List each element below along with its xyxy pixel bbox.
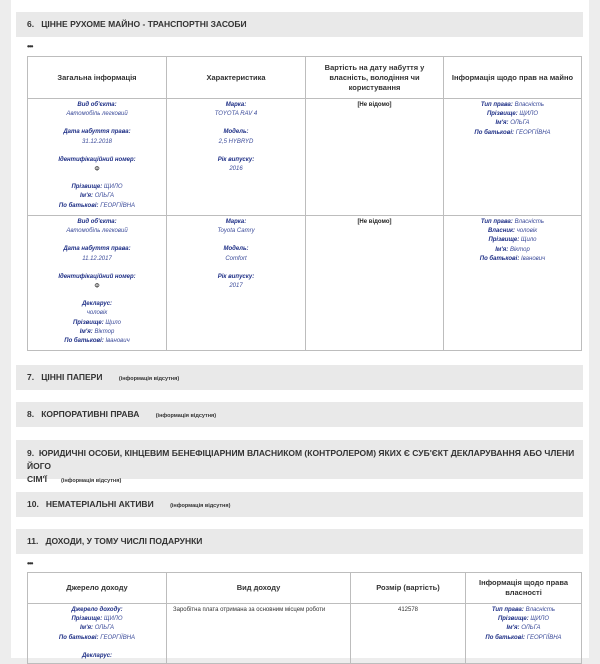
field-label: Тип права: bbox=[480, 219, 513, 225]
field-label: По батькові: bbox=[58, 202, 99, 209]
characteristics-cell bbox=[167, 216, 306, 351]
field-value: 2,5 HYBRYD bbox=[218, 138, 254, 145]
no-info-note: (інформація відсутня) bbox=[118, 376, 180, 382]
section-11-header bbox=[16, 529, 583, 554]
field-value: [Не відомо] bbox=[357, 102, 392, 108]
field-label: Марка: bbox=[225, 102, 247, 108]
field-label: По батькові: bbox=[64, 338, 104, 345]
field-value: ОЛЬГА bbox=[510, 120, 530, 127]
confidential-icon: Ф bbox=[94, 283, 100, 291]
section-7-header bbox=[16, 365, 583, 390]
general-info-cell bbox=[28, 99, 167, 216]
section-title: КОРПОРАТИВНІ ПРАВА bbox=[41, 409, 140, 419]
income-source-cell bbox=[28, 604, 167, 664]
field-label: Тип права: bbox=[491, 607, 524, 613]
field-value: Заробітна плата отримана за основним місцем роботи bbox=[173, 607, 326, 613]
field-value: ГЕОРГІЇВНА bbox=[100, 202, 136, 209]
field-value: Власність bbox=[525, 607, 556, 613]
field-label: Вид об'єкта: bbox=[77, 219, 117, 225]
column-header: Загальна інформація bbox=[28, 57, 167, 99]
no-info-note: (інформація відсутня) bbox=[155, 413, 217, 419]
section-8-header bbox=[16, 402, 583, 427]
field-value: ЩИЛО bbox=[103, 184, 123, 191]
field-value: ЩИЛО bbox=[530, 616, 550, 623]
more-dots-icon: ••• bbox=[27, 42, 33, 51]
section-number: 9. bbox=[27, 448, 35, 458]
field-label: Ім'я: bbox=[79, 193, 94, 200]
section-number: 7. bbox=[27, 372, 35, 382]
field-value: TOYOTA RAV 4 bbox=[214, 111, 258, 118]
field-value: Іванович bbox=[521, 255, 546, 262]
table-header-row bbox=[28, 573, 582, 604]
field-value: 2016 bbox=[229, 166, 243, 173]
field-value: ОЛЬГА bbox=[94, 625, 115, 632]
column-header: Інформація щодо прав на майно bbox=[444, 57, 582, 99]
field-label: Ім'я: bbox=[79, 328, 93, 335]
field-label: По батькові: bbox=[485, 634, 526, 641]
section-number: 8. bbox=[27, 409, 35, 419]
field-label: По батькові: bbox=[474, 129, 515, 136]
column-header: Джерело доходу bbox=[28, 573, 167, 604]
amount-cell bbox=[351, 604, 466, 664]
field-value: 2017 bbox=[229, 283, 243, 290]
field-label: По батькові: bbox=[479, 255, 520, 262]
section-title: ЦІННЕ РУХОМЕ МАЙНО - ТРАНСПОРТНІ ЗАСОБИ bbox=[41, 19, 247, 29]
rights-cell bbox=[444, 216, 582, 351]
field-label: Вид об'єкта: bbox=[77, 102, 117, 108]
field-label: Дата набуття права: bbox=[63, 246, 131, 253]
table-header-row bbox=[28, 57, 582, 99]
field-value: 412578 bbox=[397, 607, 419, 613]
field-value: чоловік bbox=[516, 228, 538, 235]
income-table bbox=[27, 572, 582, 664]
field-value: Віктор bbox=[509, 246, 530, 253]
field-value: ОЛЬГА bbox=[521, 625, 541, 632]
income-type-cell bbox=[167, 604, 351, 664]
field-value: ГЕОРГІЇВНА bbox=[515, 129, 551, 136]
vehicles-table bbox=[27, 56, 582, 351]
section-title-continued: СІМ'Ї bbox=[27, 474, 47, 484]
section-title: ЦІННІ ПАПЕРИ bbox=[41, 372, 103, 382]
field-label: Прізвище: bbox=[486, 111, 518, 118]
rights-cell bbox=[444, 99, 582, 216]
field-label: Ім'я: bbox=[495, 120, 509, 127]
no-info-note: (інформація відсутня) bbox=[60, 478, 122, 484]
field-value: Щило bbox=[520, 237, 537, 244]
field-value: ЩИЛО bbox=[519, 111, 539, 118]
field-value: Власність bbox=[514, 102, 545, 108]
section-number: 6. bbox=[27, 19, 35, 29]
field-label: Ім'я: bbox=[506, 625, 520, 632]
more-dots-icon: ••• bbox=[27, 559, 33, 568]
field-value: Автомобіль легковий bbox=[66, 111, 128, 118]
field-label: Джерело доходу: bbox=[71, 607, 123, 613]
section-6-header bbox=[16, 12, 583, 37]
field-label: Прізвище: bbox=[488, 237, 520, 244]
section-10-header bbox=[16, 492, 583, 517]
field-label: Прізвище: bbox=[497, 616, 529, 623]
field-label: Марка: bbox=[225, 219, 247, 225]
field-value: 31.12.2018 bbox=[81, 138, 113, 145]
field-value: [Не відомо] bbox=[357, 219, 392, 225]
column-header: Вартість на дату набуття у власність, володіння чи користування bbox=[306, 57, 444, 99]
field-value: ОЛЬГА bbox=[94, 193, 115, 200]
field-label: Тип права: bbox=[480, 102, 513, 108]
field-label: Декларус: bbox=[81, 301, 113, 308]
field-label: Власник: bbox=[487, 228, 516, 235]
field-label: Прізвище: bbox=[72, 319, 104, 326]
field-label: Дата набуття права: bbox=[63, 129, 131, 136]
field-value: 11.12.2017 bbox=[82, 255, 112, 262]
section-9-header bbox=[16, 440, 583, 484]
field-label: Декларус: bbox=[81, 652, 113, 659]
field-label: Ім'я: bbox=[495, 246, 509, 253]
section-title: НЕМАТЕРІАЛЬНІ АКТИВИ bbox=[45, 499, 154, 509]
field-value: ГЕОРГІЇВНА bbox=[100, 634, 136, 641]
field-label: Прізвище: bbox=[71, 184, 103, 191]
field-value: чоловік bbox=[86, 310, 108, 317]
general-info-cell bbox=[28, 216, 167, 351]
field-label: Прізвище: bbox=[71, 616, 103, 623]
section-title: ДОХОДИ, У ТОМУ ЧИСЛІ ПОДАРУНКИ bbox=[45, 536, 203, 546]
section-number: 10. bbox=[27, 499, 39, 509]
column-header: Інформація щодо права власності bbox=[466, 573, 582, 604]
section-number: 11. bbox=[27, 536, 39, 546]
ownership-cell bbox=[466, 604, 582, 664]
section-title: ЮРИДИЧНІ ОСОБИ, КІНЦЕВИМ БЕНЕФІЦІАРНИМ ВЛАСНИКОМ (КОНТРОЛЕРОМ) ЯКИХ Є СУБ'ЄКТ ДЕКЛАРУВАННЯ АБО ЧЛЕНИ ЙОГО bbox=[27, 448, 575, 471]
field-value: Іванович bbox=[105, 338, 130, 345]
table-row bbox=[28, 216, 582, 351]
field-label: Ім'я: bbox=[79, 625, 94, 632]
field-value: Toyota Camry bbox=[217, 228, 255, 235]
cost-cell bbox=[306, 99, 444, 216]
field-label: Модель: bbox=[223, 129, 249, 136]
field-label: Ідентифікаційний номер: bbox=[58, 273, 136, 280]
column-header: Розмір (вартість) bbox=[351, 573, 466, 604]
field-value: ЩИЛО bbox=[103, 616, 123, 623]
field-value: Віктор bbox=[94, 328, 115, 335]
characteristics-cell bbox=[167, 99, 306, 216]
confidential-icon: Ф bbox=[94, 166, 100, 174]
field-value: Власність bbox=[514, 219, 545, 225]
field-label: Рік випуску: bbox=[217, 156, 255, 163]
field-value: Щило bbox=[105, 319, 122, 326]
field-label: Ідентифікаційний номер: bbox=[58, 156, 136, 163]
field-value: Автомобіль легковий bbox=[66, 228, 128, 235]
table-row bbox=[28, 99, 582, 216]
column-header: Характеристика bbox=[167, 57, 306, 99]
field-label: Рік випуску: bbox=[217, 273, 255, 280]
column-header: Вид доходу bbox=[167, 573, 351, 604]
field-value: Comfort bbox=[225, 255, 247, 262]
field-label: По батькові: bbox=[58, 634, 99, 641]
cost-cell bbox=[306, 216, 444, 351]
table-row bbox=[28, 604, 582, 664]
no-info-note: (інформація відсутня) bbox=[170, 503, 231, 509]
field-value: ГЕОРГІЇВНА bbox=[526, 634, 562, 641]
field-label: Модель: bbox=[223, 246, 249, 253]
